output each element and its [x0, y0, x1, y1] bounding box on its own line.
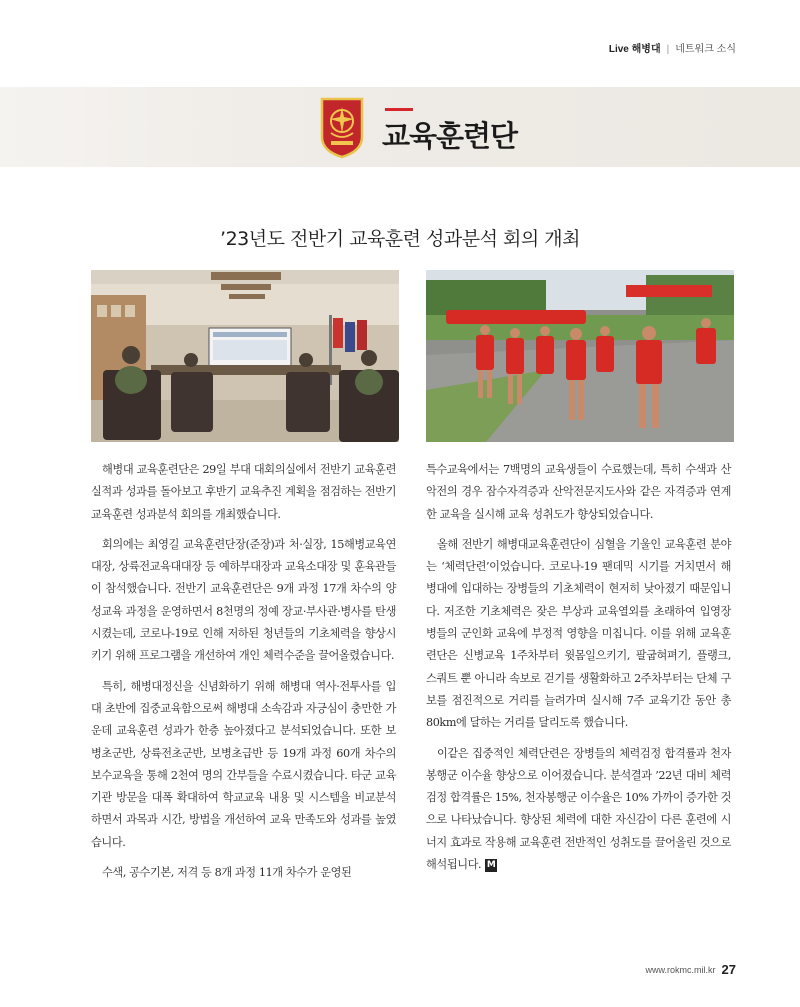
page-header	[609, 40, 736, 55]
website-url: www.rokmc.mil.kr	[645, 965, 716, 975]
marine-corps-emblem-icon	[318, 97, 366, 159]
page-footer	[646, 962, 736, 977]
article-paragraph: 올해 전반기 해병대교육훈련단이 심혈을 기울인 교육훈련 분야는 ‘체력단련’이었습니다. 코로나-19 팬데믹 시기를 거치면서 해병대에 입대하는 장병들의 기초체력이 현저히 낮아졌기 때문입니다. 저조한 기초체력은 잦은 부상과 교육열외를 초래하여 입영장병들의 군인화 교육에 부정적 영향을 미칩니다. 이를 위해 교육훈련단은 신병교육 1주차부터 윗몸일으키기, 팔굽혀펴기, 플랭크, 스쿼트 뿐 아니라 속보로 걷기를 생활화하고 2주차부터는 단체 구보를 점진적으로 거리를 늘려가며 실시해 7주 교육기간 동안 총 80km에 달하는 거리를 달리도록 했습니다.	[426, 537, 731, 730]
magazine-section-label: Live 해병대	[608, 44, 661, 55]
article-headline: ’23년도 전반기 교육훈련 성과분석 회의 개최	[220, 228, 580, 250]
running-recruits-photo	[426, 270, 734, 442]
title-accent-bar	[385, 108, 413, 111]
article-column-left	[91, 459, 396, 892]
article-paragraph: 수색, 공수기본, 저격 등 8개 과정 11개 차수가 운영된	[102, 866, 352, 880]
end-of-article-mark: M	[486, 859, 496, 870]
conference-room-photo	[91, 270, 399, 442]
page-number: 27	[721, 962, 736, 977]
header-subsection-label: 네트워크 소식	[675, 44, 736, 55]
article-column-right	[426, 459, 731, 884]
article-paragraph-text: 이같은 집중적인 체력단련은 장병들의 체력검정 합격률과 천자봉행군 이수율 향상으로 이어졌습니다. 분석결과 ’22년 대비 체력검정 합격률은 15%, 천자봉행군 이수율은 10% 가까이 증가한 것으로 나타났습니다. 향상된 체력에 대한 자신감이 다른 훈련에 시너지 효과로 작용해 교육훈련 전반적인 성취도를 끌어올린 것으로 해석됩니다.	[426, 746, 731, 872]
article-paragraph: 회의에는 최영길 교육훈련단장(준장)과 처·실장, 15해병교육연대장, 상륙전교육대대장 등 예하부대장과 교육소대장 및 훈육관들이 참석했습니다. 전반기 교육훈련단은 9개 과정 17개 차수의 양성교육 과정을 운영하면서 8천명의 정예 장교·부사관·병사를 탄생시켰는데, 코로나-19로 인해 저하된 청년들의 기초체력을 향상시키기 위해 프로그램을 개선하여 개인 체력수준을 끌어올렸습니다.	[91, 537, 396, 663]
unit-title: 교육훈련단	[382, 119, 518, 153]
header-separator: |	[666, 44, 670, 55]
article-paragraph: 특수교육에서는 7백명의 교육생들이 수료했는데, 특히 수색과 산악전의 경우 잠수자격증과 산악전문지도사와 같은 자격증과 연계한 교육을 실시해 교육 성취도가 향상되었습니다.	[426, 463, 731, 521]
article-paragraph: 특히, 해병대정신을 신념화하기 위해 해병대 역사·전투사를 입대 초반에 집중교육함으로써 해병대 소속감과 자긍심이 충만한 가운데 교육훈련 성과가 한층 높아졌다고 분석되었습니다. 또한 보병초군반, 상륙전초군반, 보병초급반 등 19개 과정 60개 차수의 보수교육을 통해 2천여 명의 간부들을 수료시켰습니다. 타군 교육기관 방문을 대폭 확대하여 학교교육 내용 및 시스템을 비교분석 하면서 과목과 시간, 방법을 개선하여 교육 만족도와 성과를 높였습니다.	[91, 679, 396, 849]
article-paragraph: 해병대 교육훈련단은 29일 부대 대회의실에서 전반기 교육훈련 실적과 성과를 돌아보고 후반기 교육추진 계획을 점검하는 전반기 교육훈련 성과분석 회의를 개최했습니다.	[91, 463, 396, 521]
article-paragraph	[426, 743, 731, 877]
